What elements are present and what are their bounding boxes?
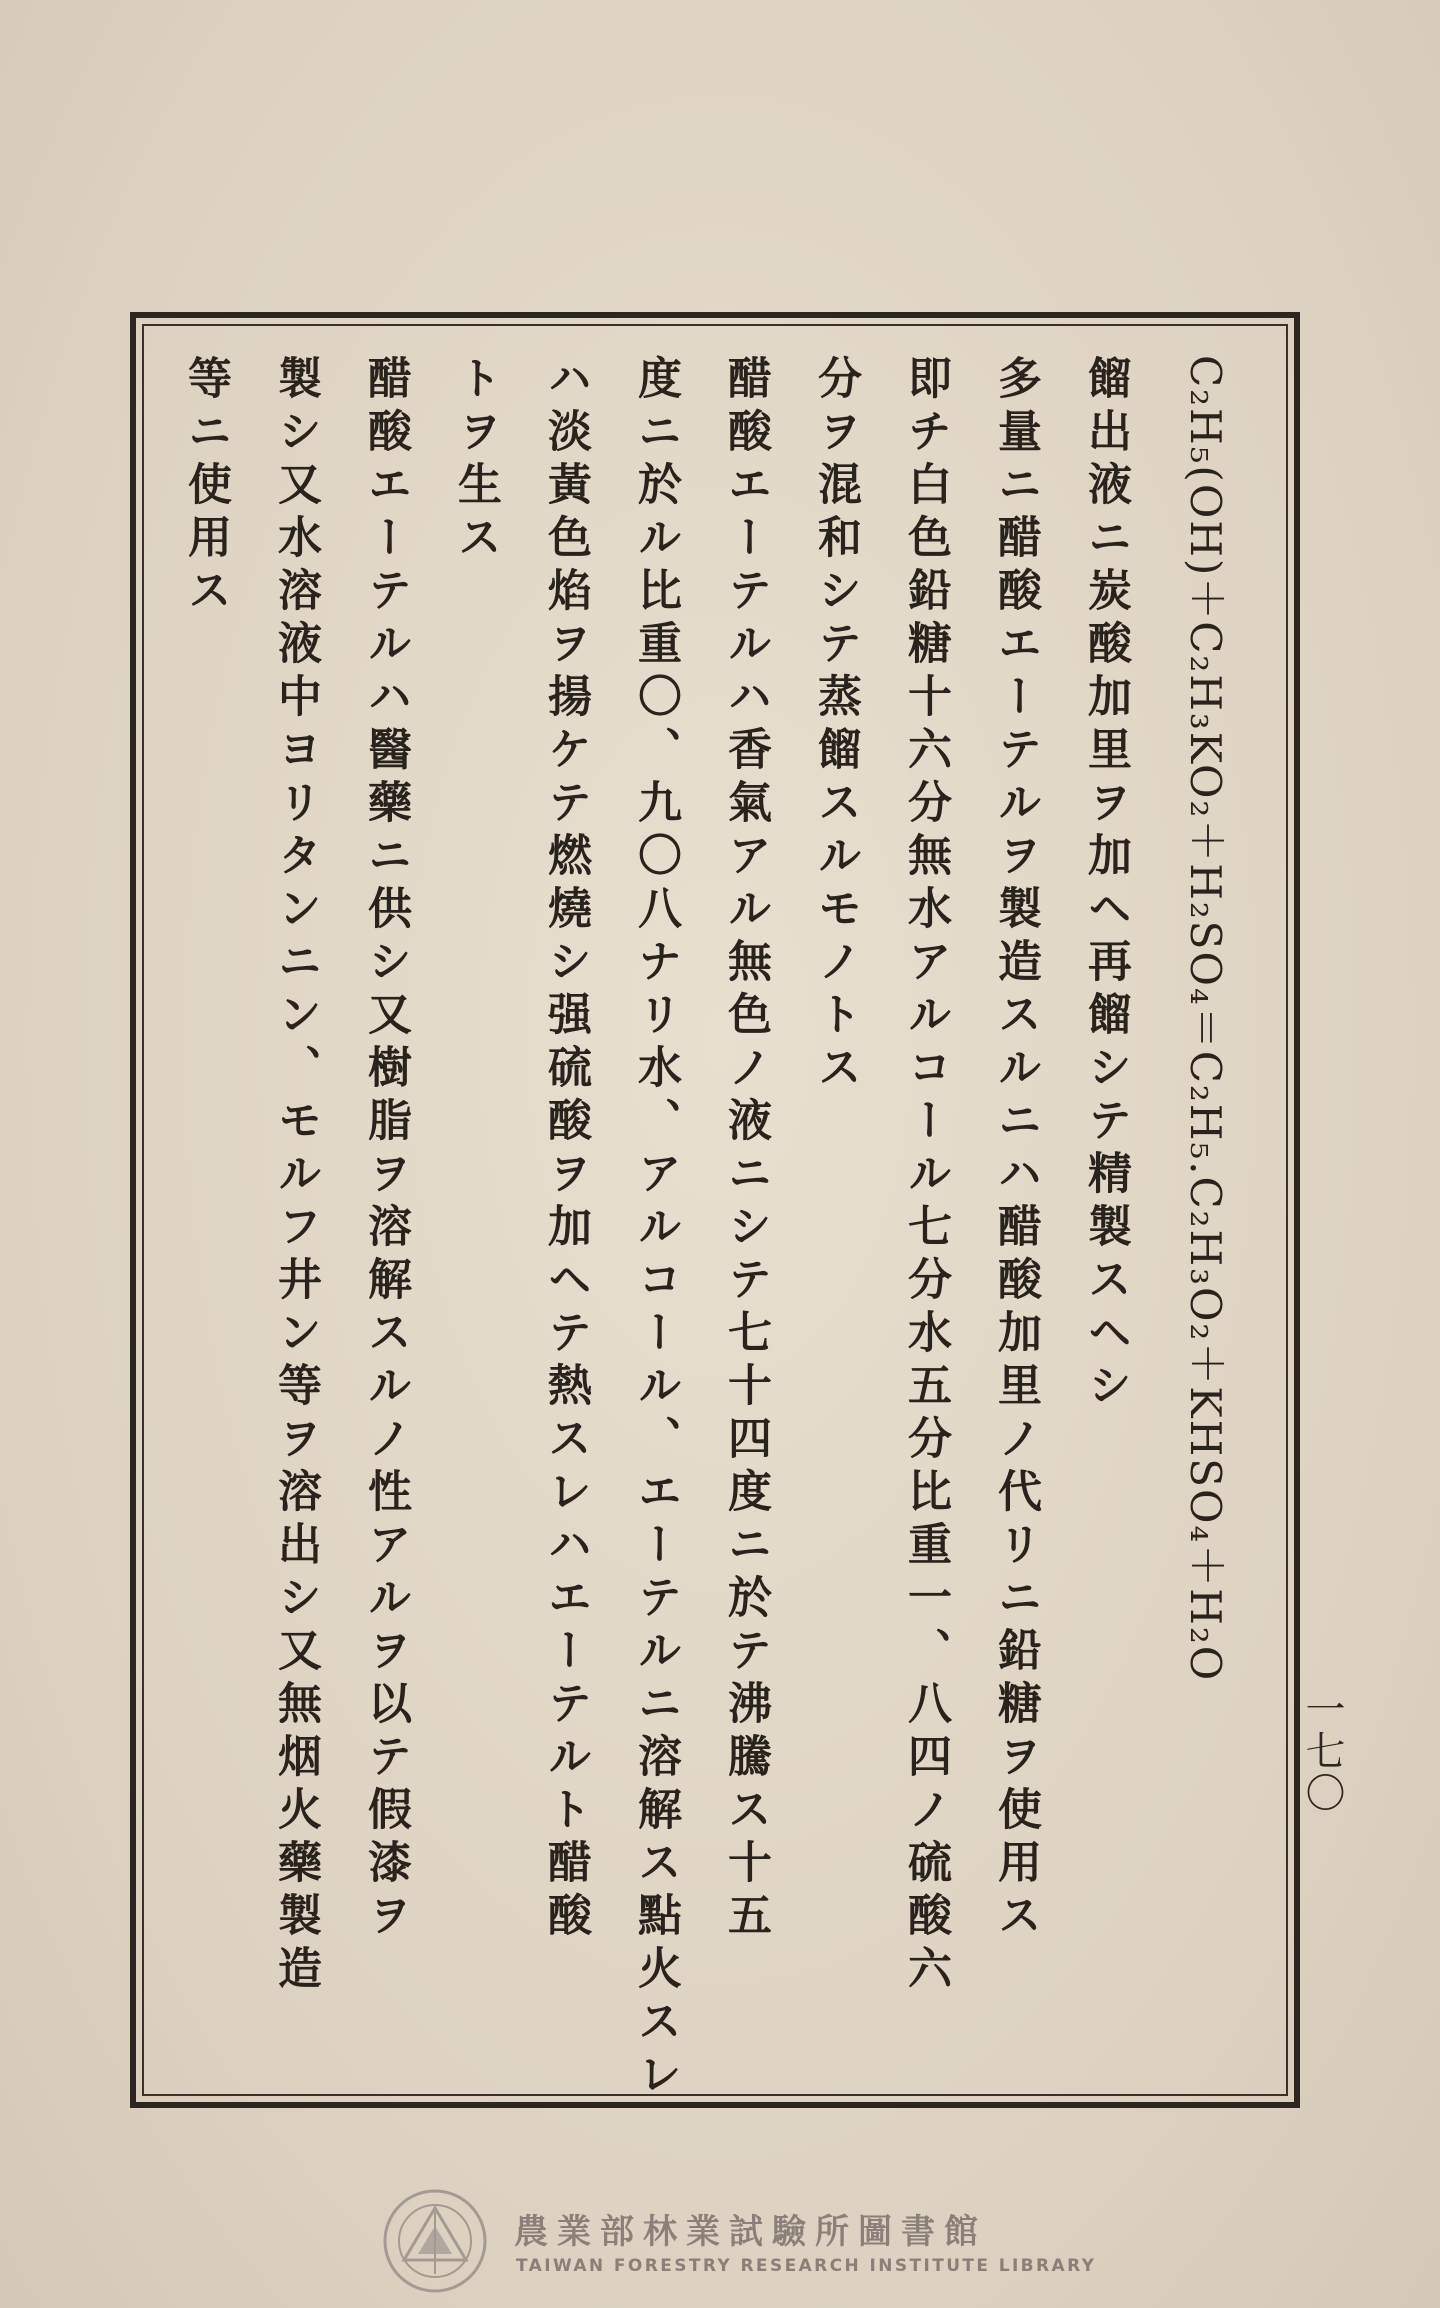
page-number: 一七〇 (1299, 1688, 1345, 1814)
text-line: 即チ白色鉛糖十六分無水アルコール七分水五分比重一、八四ノ硫酸六 (900, 355, 951, 1998)
text-line: 餾出液ニ炭酸加里ヲ加ヘ再餾シテ精製スヘシ (1080, 355, 1131, 1415)
chemical-formula: C₂H₅(OH)＋C₂H₃KO₂＋H₂SO₄＝C₂H₅.C₂H₃O₂＋KHSO₄＋H₂O (1181, 355, 1230, 1683)
library-name-chinese: 農業部林業試驗所圖書館 (514, 2212, 987, 2252)
vertical-text-body (180, 355, 1260, 2104)
text-line: 多量ニ醋酸エーテルヲ製造スルニハ醋酸加里ノ代リニ鉛糖ヲ使用ス (990, 355, 1041, 1945)
text-line: ハ淡黃色焰ヲ揚ケテ燃燒シ强硫酸ヲ加ヘテ熱スレハエーテルト醋酸 (540, 355, 591, 1945)
library-watermark (380, 2186, 1097, 2286)
text-line: 製シ又水溶液中ヨリタンニン、モルフ井ン等ヲ溶出シ又無烟火藥製造 (270, 355, 321, 1998)
text-line: 分ヲ混和シテ蒸餾スルモノトス (810, 355, 861, 1097)
text-line: 醋酸エーテルハ香氣アル無色ノ液ニシテ七十四度ニ於テ沸騰ス十五 (720, 355, 771, 1945)
text-line: 度ニ於ル比重〇、九〇八ナリ水、アルコール、エーテルニ溶解ス點火スレ (630, 355, 681, 2104)
library-seal-icon (380, 2186, 490, 2296)
text-line: 醋酸エーテルハ醫藥ニ供シ又樹脂ヲ溶解スルノ性アルヲ以テ假漆ヲ (360, 355, 411, 1945)
text-line: トヲ生ス (450, 355, 501, 567)
library-name-english: TAIWAN FORESTRY RESEARCH INSTITUTE LIBRARY (516, 2256, 1097, 2276)
text-line: 等ニ使用ス (180, 355, 231, 620)
